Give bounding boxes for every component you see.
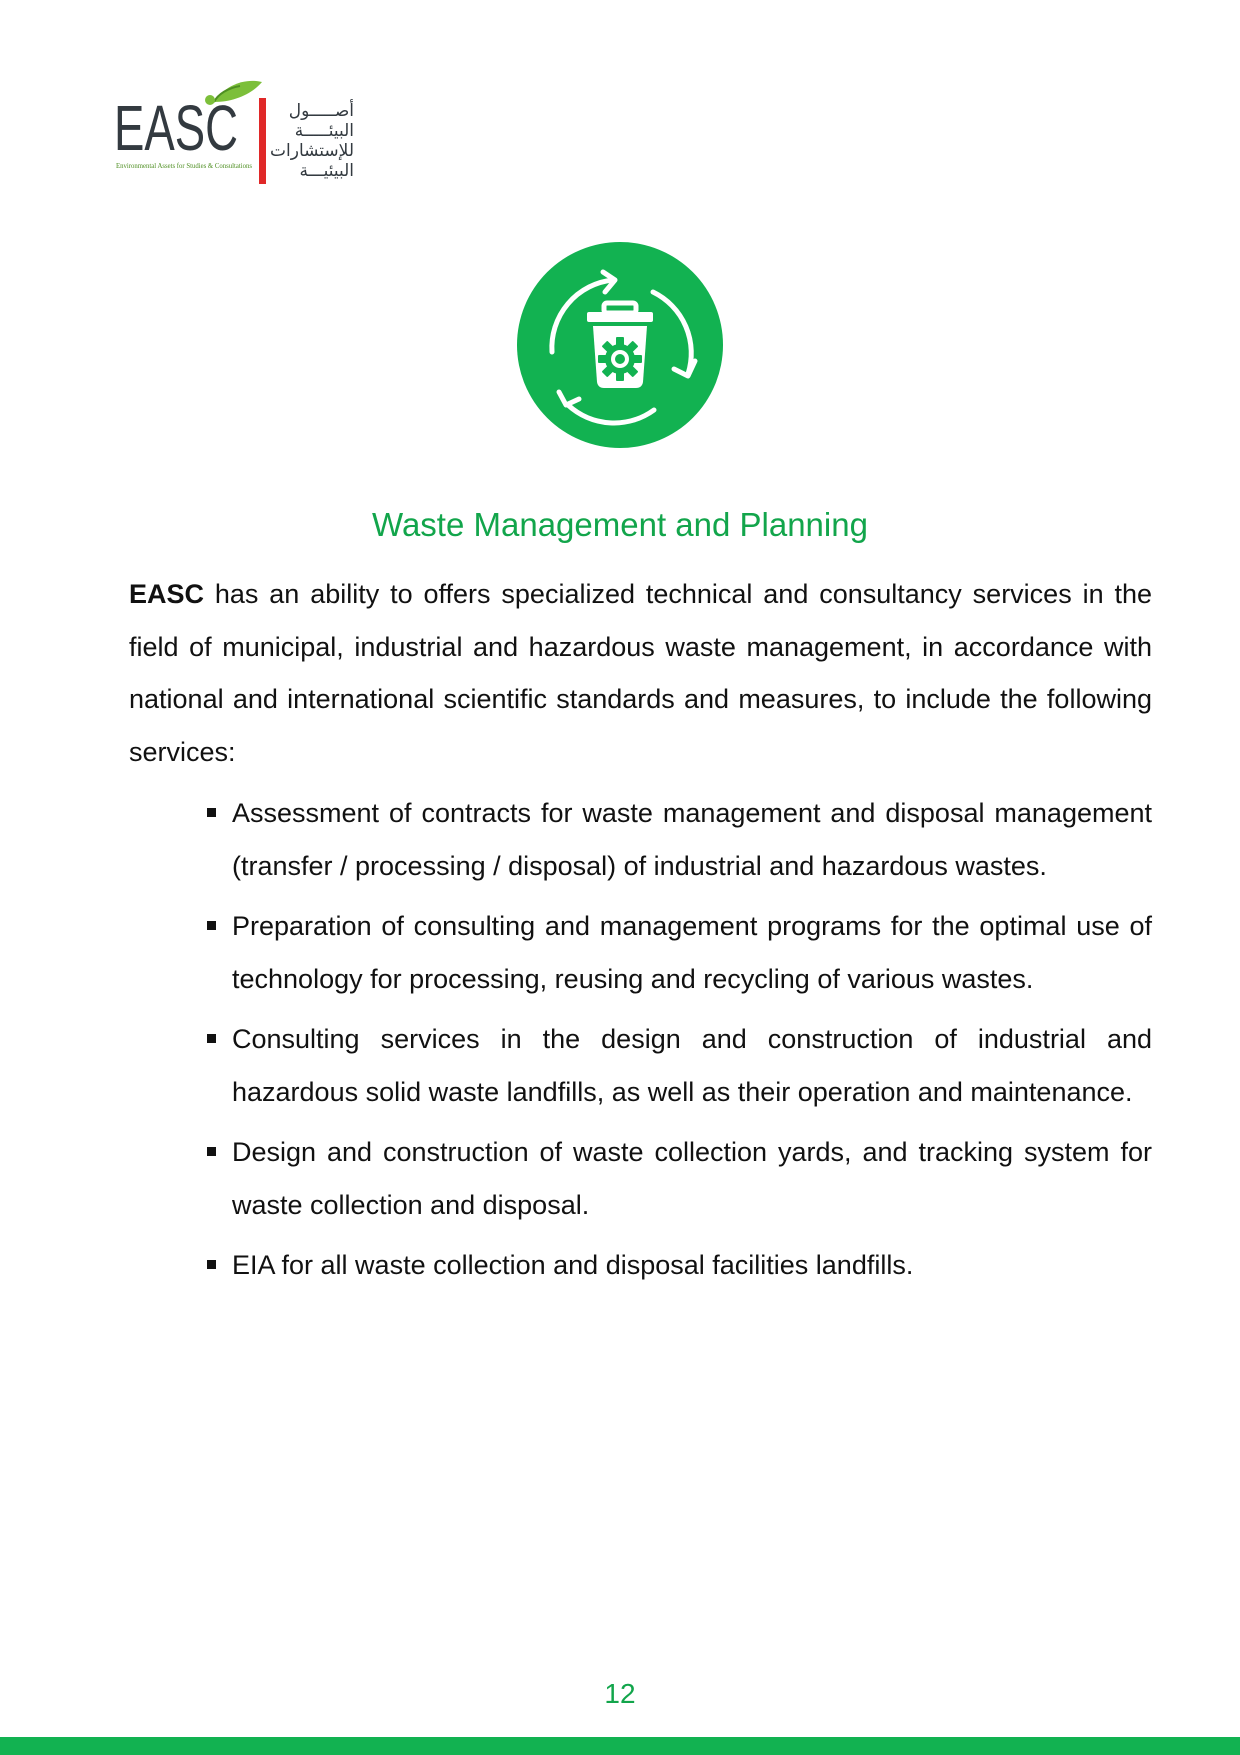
- logo-english-name: Environmental Assets for Studies & Consultations: [116, 162, 253, 170]
- square-bullet-icon: [207, 1260, 216, 1269]
- waste-recycling-icon: [517, 242, 723, 448]
- service-text: Assessment of contracts for waste management and disposal management (transfer / processing / disposal) of industrial and hazardous wastes.: [232, 798, 1152, 881]
- section-title: Waste Management and Planning: [372, 506, 868, 543]
- service-text: Design and construction of waste collection yards, and tracking system for waste collection and disposal.: [232, 1137, 1152, 1220]
- footer-bar: [0, 1737, 1240, 1755]
- list-item: [232, 900, 1152, 1005]
- square-bullet-icon: [207, 808, 216, 817]
- logo-divider: [259, 98, 266, 184]
- services-list: [232, 787, 1152, 1300]
- square-bullet-icon: [207, 1034, 216, 1043]
- page-number: 12: [604, 1678, 636, 1709]
- list-item: [232, 787, 1152, 892]
- service-text: Preparation of consulting and management programs for the optimal use of technology for processing, reusing and recycling of various wastes.: [232, 911, 1152, 994]
- service-text: Consulting services in the design and construction of industrial and hazardous solid waste landfills, as well as their operation and maintenance.: [232, 1024, 1152, 1107]
- list-item: [232, 1126, 1152, 1231]
- logo-letters: EASC: [114, 92, 238, 164]
- logo-arabic-line-3: للإستشارات: [270, 141, 354, 161]
- logo-arabic-line-1: أصـــــول: [288, 101, 354, 121]
- company-logo: [114, 80, 364, 186]
- square-bullet-icon: [207, 1147, 216, 1156]
- square-bullet-icon: [207, 921, 216, 930]
- service-text: EIA for all waste collection and disposal facilities landfills.: [232, 1250, 914, 1280]
- logo-arabic-line-4: البيئيـــة: [299, 161, 354, 181]
- list-item: [232, 1239, 1152, 1292]
- intro-paragraph: [129, 568, 1152, 778]
- intro-text: has an ability to offers specialized technical and consultancy services in the field of municipal, industrial and hazardous waste management, in accordance with national and international scientific standards and measures, to include the following services:: [129, 579, 1152, 767]
- logo-arabic-line-2: البيئـــــة: [294, 121, 354, 141]
- intro-company-name: EASC: [129, 579, 205, 609]
- list-item: [232, 1013, 1152, 1118]
